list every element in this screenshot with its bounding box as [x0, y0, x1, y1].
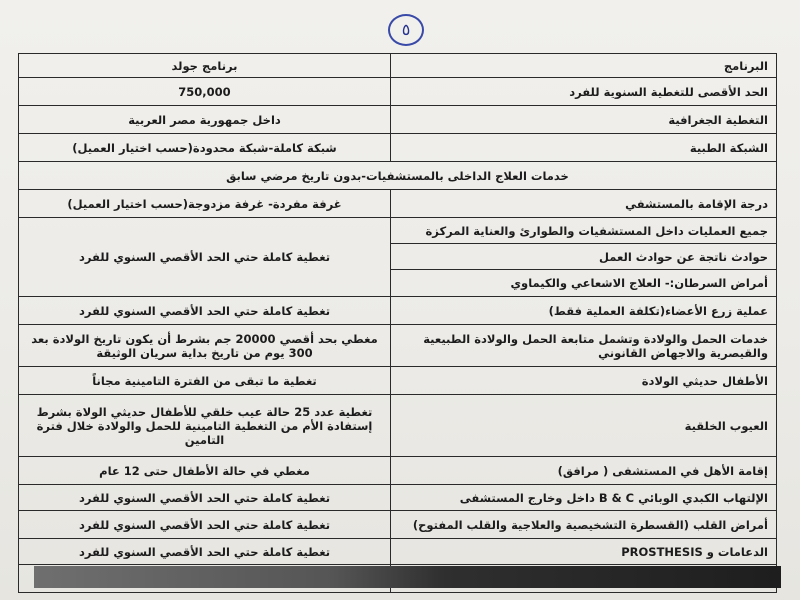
table-row — [19, 134, 777, 162]
row-item: التغطية الجغرافية — [391, 106, 777, 134]
row-item: الشبكة الطبية — [391, 134, 777, 162]
row-value: تغطية كاملة حتي الحد الأقصي السنوي للفرد — [19, 485, 391, 511]
table-row — [19, 367, 777, 395]
table-row — [19, 297, 777, 325]
table-row — [19, 190, 777, 218]
row-value: داخل جمهورية مصر العربية — [19, 106, 391, 134]
row-value: تغطية كاملة حتي الحد الأقصي السنوي للفرد — [19, 511, 391, 539]
dark-strip — [34, 566, 781, 588]
table-row — [19, 78, 777, 106]
row-item: الدعامات و PROSTHESIS — [391, 539, 777, 565]
row-item: خدمات الحمل والولادة وتشمل متابعة الحمل والولادة الطبيعية والقيصرية والاجهاض القانوني — [391, 325, 777, 367]
table-row — [19, 457, 777, 485]
row-value: تغطية ما تبقى من الفترة التامينية مجاناً — [19, 367, 391, 395]
row-item: الأطفال حديثي الولادة — [391, 367, 777, 395]
row-value: تغطية عدد 25 حالة عيب خلقي للأطفال حديثي الولاة بشرط إستفادة الأم من التغطية التامينية للحمل والولادة خلال فترة التامين — [19, 395, 391, 457]
row-item: عملية زرع الأعضاء(تكلفة العملية فقط) — [391, 297, 777, 325]
row-item: العيوب الخلقية — [391, 395, 777, 457]
table-row — [19, 485, 777, 511]
row-value: تغطية كاملة حتي الحد الأقصي السنوي للفرد — [19, 297, 391, 325]
row-value: تغطية كاملة حتي الحد الأقصي السنوي للفرد — [19, 218, 391, 297]
coverage-table — [18, 53, 777, 593]
page-number: ٥ — [388, 14, 424, 46]
row-value: غرفة مفردة- غرفة مزدوجة(حسب اختيار العميل) — [19, 190, 391, 218]
row-value: مغطي في حالة الأطفال حتى 12 عام — [19, 457, 391, 485]
row-item: الحد الأقصى للتغطية السنوية للفرد — [391, 78, 777, 106]
table-row — [19, 325, 777, 367]
table-row — [19, 395, 777, 457]
table-row — [19, 106, 777, 134]
table-row — [19, 539, 777, 565]
row-item: الإلتهاب الكبدي الوبائي B & C داخل وخارج المستشفى — [391, 485, 777, 511]
row-item: أمراض السرطان:- العلاج الاشعاعي والكيماوي — [391, 270, 777, 297]
row-item: درجة الإقامة بالمستشفي — [391, 190, 777, 218]
table-row — [19, 218, 777, 244]
header-program: البرنامج — [391, 54, 777, 78]
row-value: شبكة كاملة-شبكة محدودة(حسب اختيار العميل) — [19, 134, 391, 162]
section-row — [19, 162, 777, 190]
row-item: أمراض القلب (القسطرة التشخيصية والعلاجية والقلب المفتوح) — [391, 511, 777, 539]
row-item: إقامة الأهل في المستشفى ( مرافق) — [391, 457, 777, 485]
table-row — [19, 511, 777, 539]
table-header-row — [19, 54, 777, 78]
row-item: جميع العمليات داخل المستشفيات والطوارئ والعناية المركزة — [391, 218, 777, 244]
row-item: حوادث ناتجة عن حوادث العمل — [391, 244, 777, 270]
row-value: مغطي بحد أقصي 20000 جم بشرط أن يكون تاريخ الولادة بعد 300 يوم من تاريخ بداية سريان الوثيقة — [19, 325, 391, 367]
section-title: خدمات العلاج الداخلى بالمستشفيات-بدون تاريخ مرضي سابق — [19, 162, 777, 190]
row-value: 750,000 — [19, 78, 391, 106]
row-value: تغطية كاملة حتي الحد الأقصي السنوي للفرد — [19, 539, 391, 565]
header-plan: برنامج جولد — [19, 54, 391, 78]
